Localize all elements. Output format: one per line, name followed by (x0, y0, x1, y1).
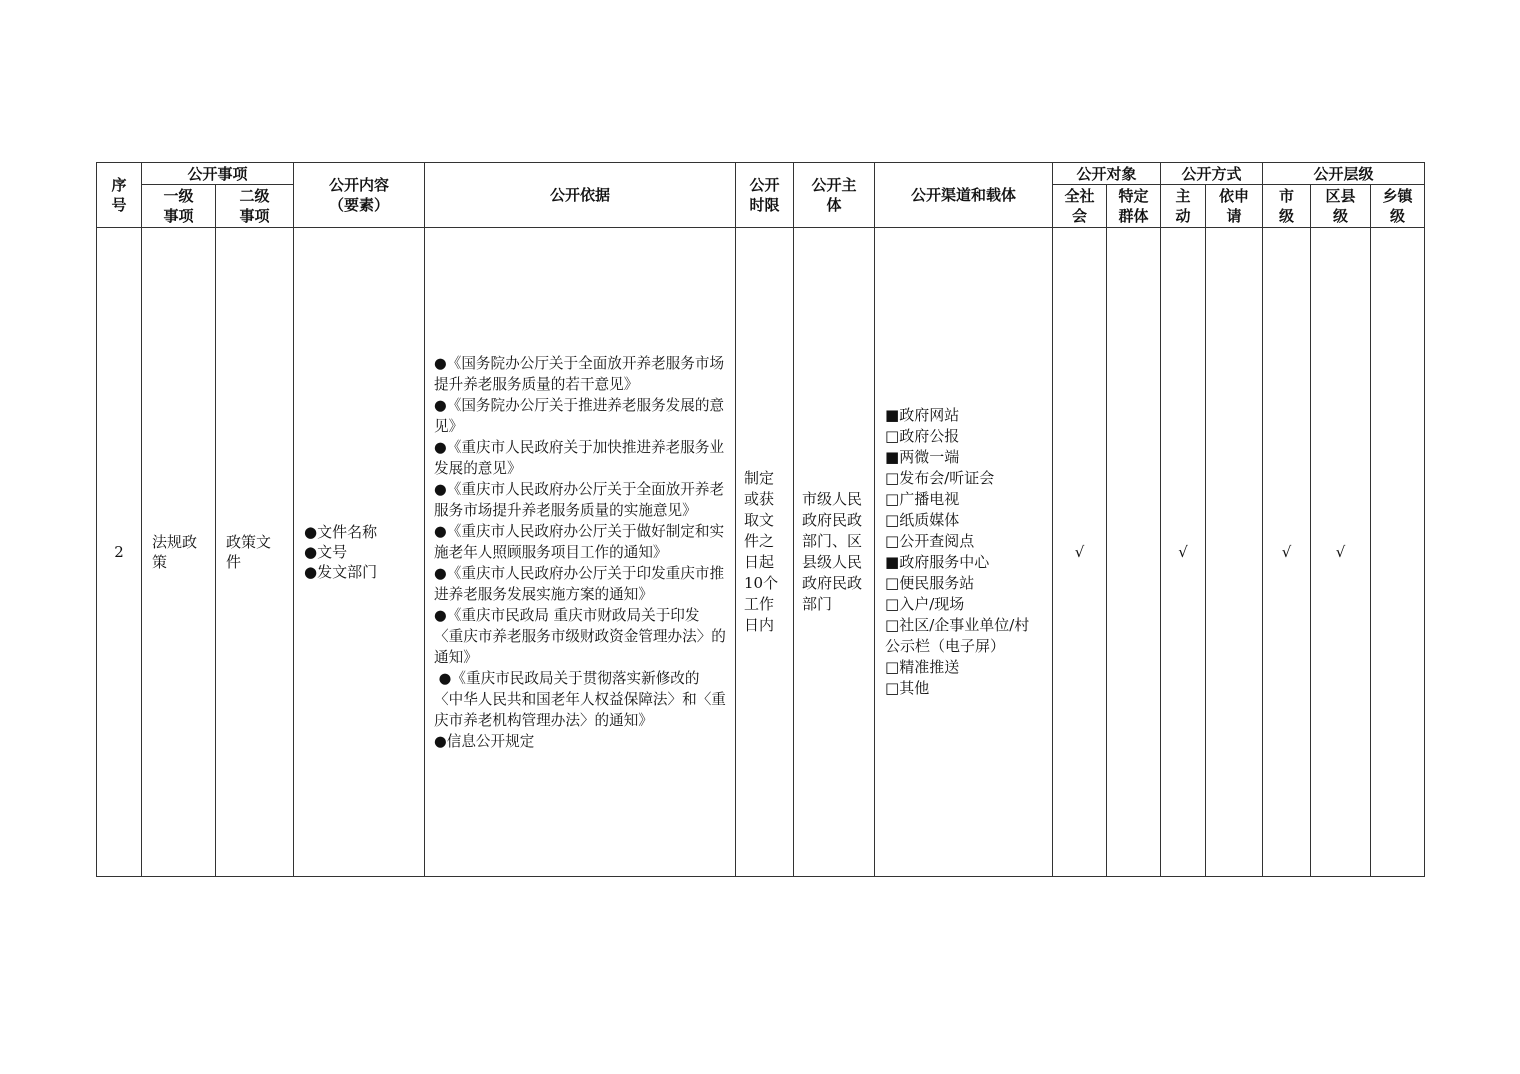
header-basis: 公开依据 (425, 163, 736, 228)
channel-item: ■政府网站 (885, 406, 960, 424)
cell-content (294, 228, 425, 877)
cell-time-limit: 制定或获取文件之日起10个工作日内 (736, 228, 794, 877)
header-level-group: 公开层级 (1263, 163, 1425, 185)
channel-item: □政府公报 (885, 427, 960, 445)
basis-item: ●信息公开规定 (434, 732, 535, 750)
cell-level-town (1371, 228, 1425, 877)
channel-item: □社区/企事业单位/村公示栏（电子屏） (885, 616, 1030, 655)
cell-method-request (1206, 228, 1263, 877)
channel-item: □便民服务站 (885, 574, 975, 592)
cell-method-active: √ (1161, 228, 1206, 877)
header-item-group: 公开事项 (142, 163, 294, 185)
header-method-active: 主动 (1161, 185, 1206, 228)
channel-item: □公开查阅点 (885, 532, 975, 550)
content-item: ●发文部门 (304, 563, 378, 581)
channel-item: □纸质媒体 (885, 511, 960, 529)
channel-item: □精准推送 (885, 658, 960, 676)
disclosure-table (96, 162, 1425, 877)
cell-seq: 2 (97, 228, 142, 877)
table-row (97, 228, 1425, 877)
header-method-request: 依申请 (1206, 185, 1263, 228)
channel-item: □入户/现场 (885, 595, 965, 613)
basis-item: ●《国务院办公厅关于推进养老服务发展的意见》 (434, 396, 725, 435)
header-time-limit: 公开时限 (736, 163, 794, 228)
basis-item: ●《重庆市民政局关于贯彻落实新修改的〈中华人民共和国老年人权益保障法〉和〈重庆市养老机构管理办法〉的通知》 (434, 669, 726, 729)
channel-item: □其他 (885, 679, 930, 697)
header-level-city: 市级 (1263, 185, 1311, 228)
cell-basis (425, 228, 736, 877)
header-level2: 二级事项 (216, 185, 294, 228)
cell-subject: 市级人民政府民政部门、区县级人民政府民政部门 (794, 228, 875, 877)
basis-item: ●《重庆市民政局 重庆市财政局关于印发〈重庆市养老服务市级财政资金管理办法〉的通知》 (434, 606, 726, 666)
header-level-town: 乡镇级 (1371, 185, 1425, 228)
header-target-group: 公开对象 (1053, 163, 1161, 185)
header-level-district: 区县级 (1311, 185, 1371, 228)
channel-item: ■政府服务中心 (885, 553, 990, 571)
content-item: ●文件名称 (304, 523, 378, 541)
header-content: 公开内容（要素） (294, 163, 425, 228)
cell-level-district: √ (1311, 228, 1371, 877)
header-seq: 序号 (97, 163, 142, 228)
channel-item: □广播电视 (885, 490, 960, 508)
header-subject: 公开主体 (794, 163, 875, 228)
header-channel: 公开渠道和载体 (875, 163, 1053, 228)
header-target-all: 全社会 (1053, 185, 1107, 228)
header-level1: 一级事项 (142, 185, 216, 228)
cell-target-all: √ (1053, 228, 1107, 877)
content-item: ●文号 (304, 543, 348, 561)
basis-item: ●《国务院办公厅关于全面放开养老服务市场提升养老服务质量的若干意见》 (434, 354, 725, 393)
basis-item: ●《重庆市人民政府办公厅关于做好制定和实施老年人照顾服务项目工作的通知》 (434, 522, 725, 561)
basis-item: ●《重庆市人民政府关于加快推进养老服务业发展的意见》 (434, 438, 725, 477)
basis-item: ●《重庆市人民政府办公厅关于全面放开养老服务市场提升养老服务质量的实施意见》 (434, 480, 725, 519)
header-target-specific: 特定群体 (1107, 185, 1161, 228)
channel-item: ■两微一端 (885, 448, 960, 466)
header-method-group: 公开方式 (1161, 163, 1263, 185)
cell-level1: 法规政策 (142, 228, 216, 877)
cell-level-city: √ (1263, 228, 1311, 877)
cell-channels (875, 228, 1053, 877)
cell-target-specific (1107, 228, 1161, 877)
basis-item: ●《重庆市人民政府办公厅关于印发重庆市推进养老服务发展实施方案的通知》 (434, 564, 725, 603)
cell-level2: 政策文件 (216, 228, 294, 877)
channel-item: □发布会/听证会 (885, 469, 995, 487)
